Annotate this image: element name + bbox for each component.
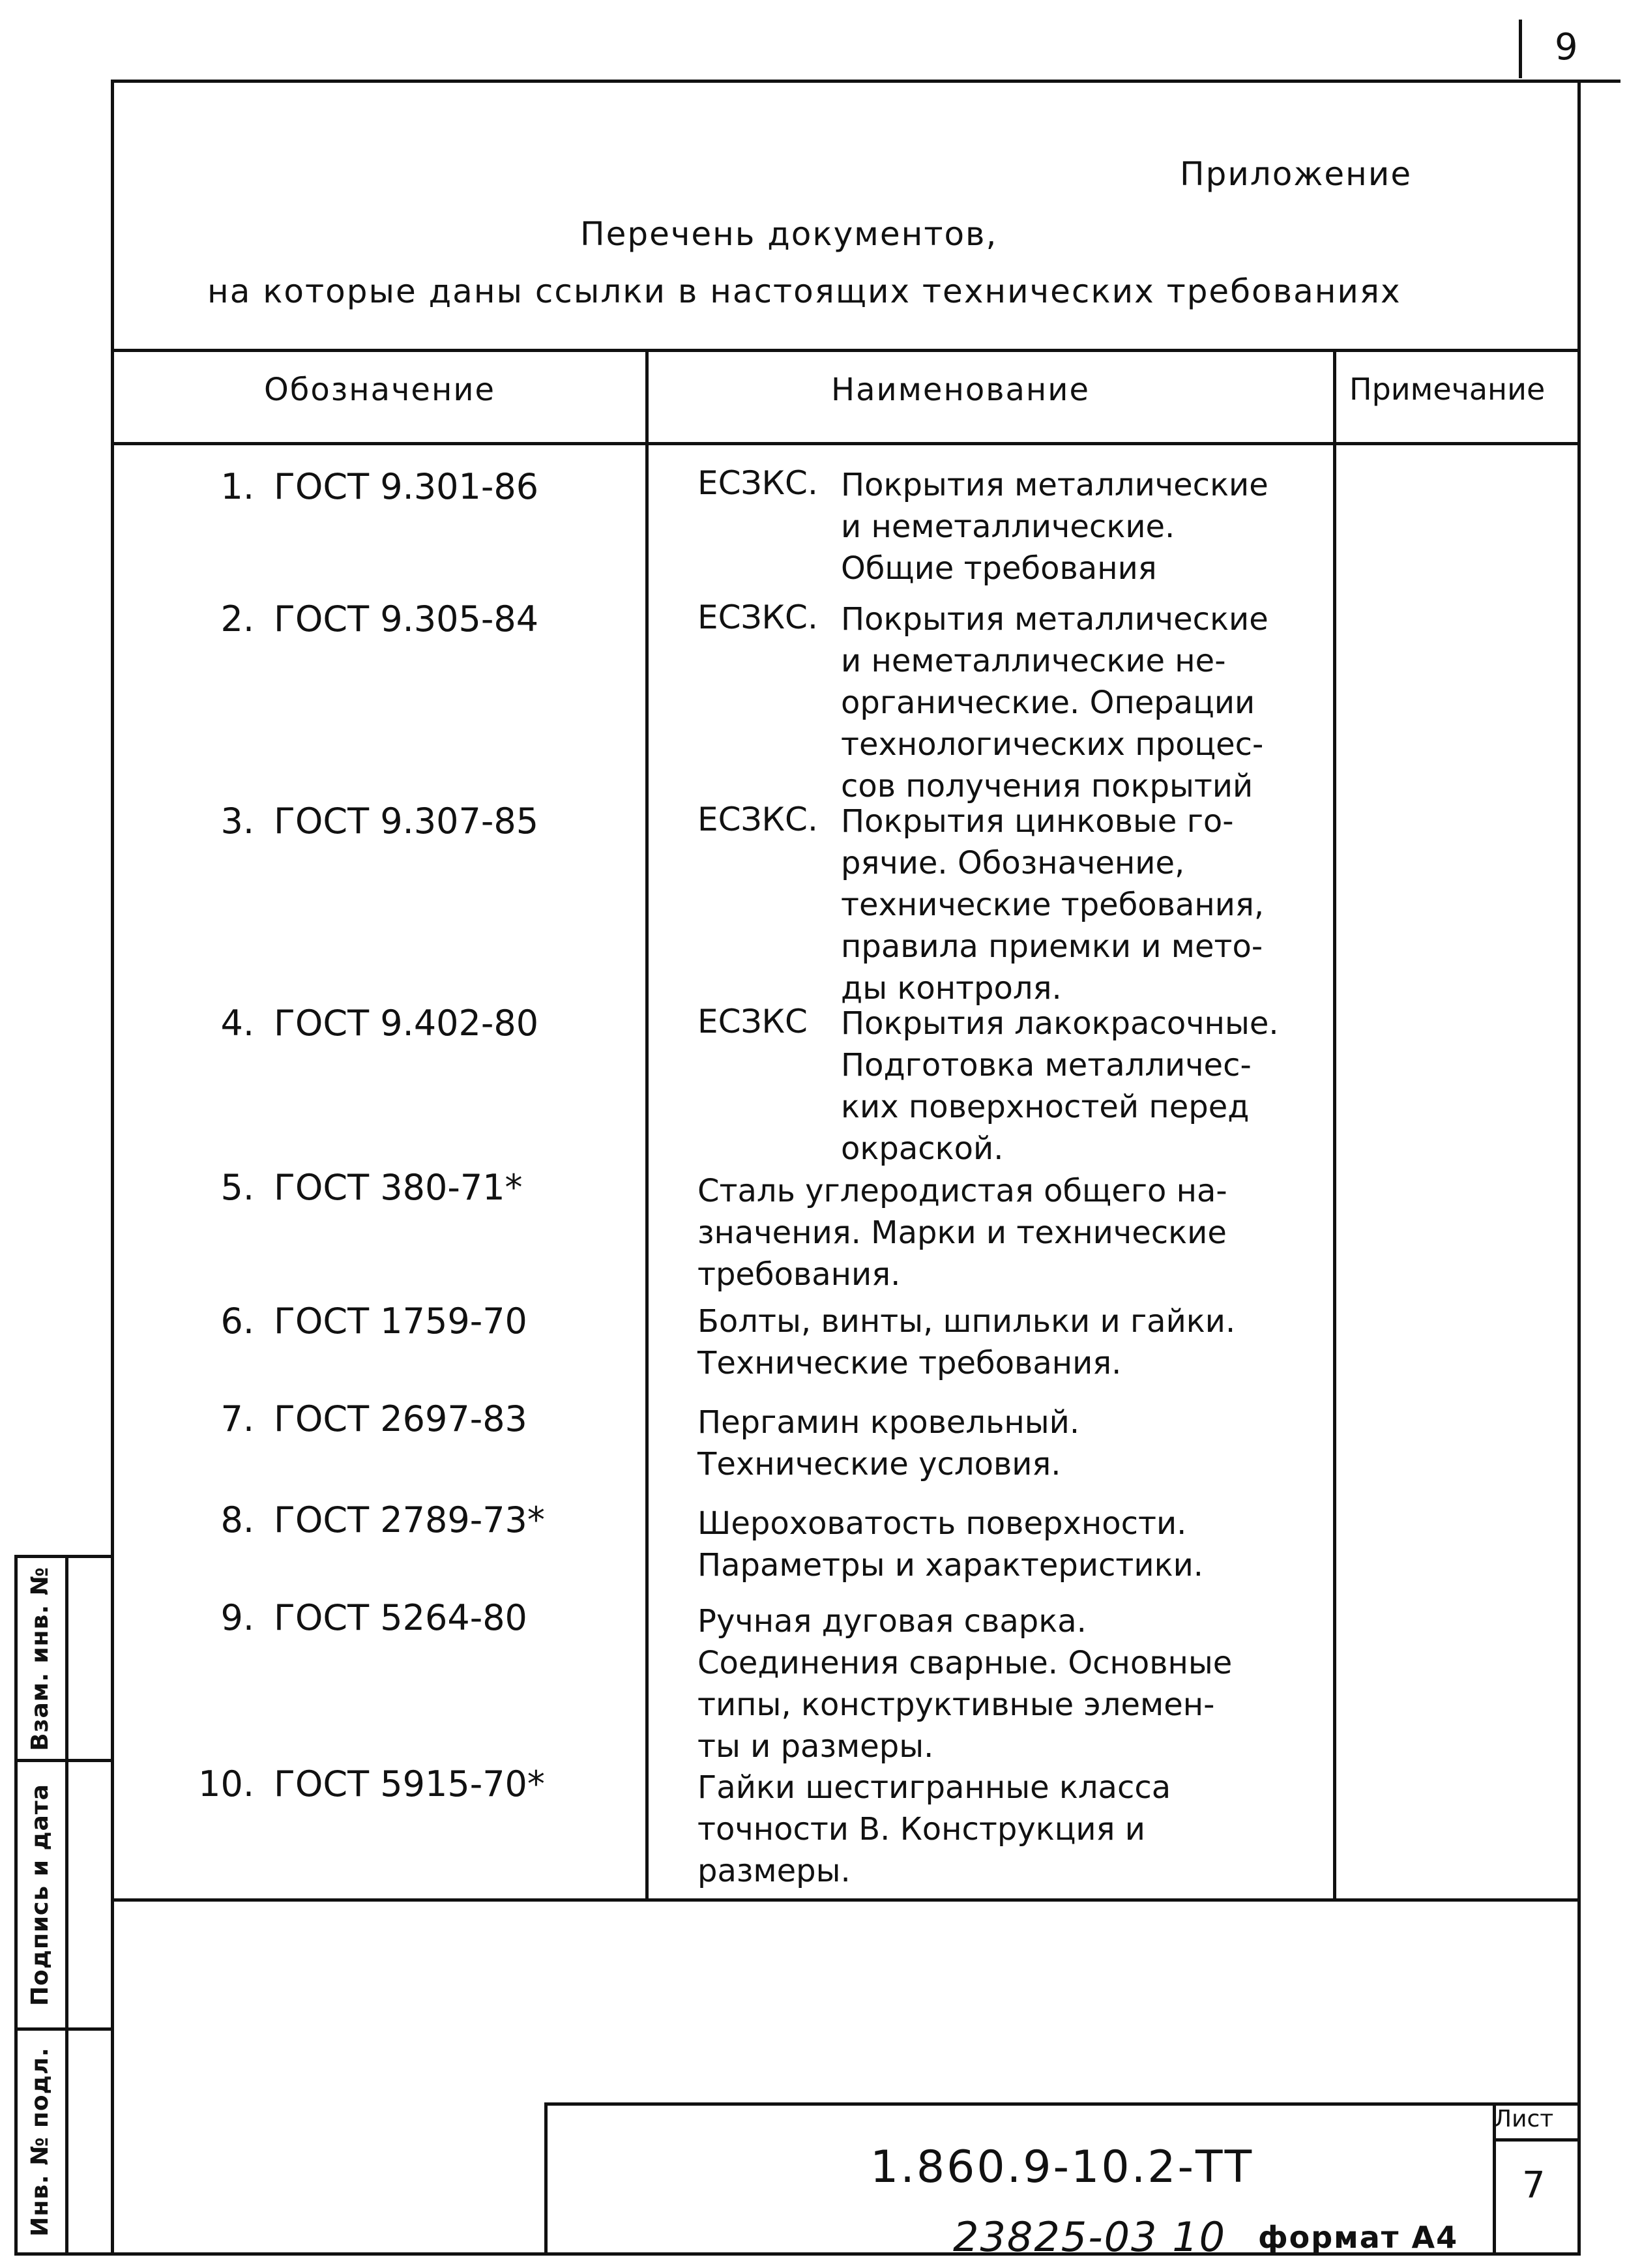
row-8-number: 8.: [220, 1499, 254, 1540]
row-7-number: 7.: [220, 1398, 254, 1439]
sheet-label: Лист: [1494, 2106, 1554, 2132]
row-6-code: ГОСТ 1759-70: [274, 1301, 527, 1342]
row-1-name: [841, 464, 1268, 589]
row-2-name-line-3: органические. Операции: [841, 685, 1255, 721]
row-3-name-line-2: рячие. Обозначение,: [841, 845, 1185, 881]
appendix-label: Приложение: [1180, 155, 1413, 193]
row-3-name-line-5: ды контроля.: [841, 970, 1062, 1007]
row-3-name-line-1: Покрытия цинковые го-: [841, 803, 1234, 840]
row-4-code: ГОСТ 9.402-80: [274, 1003, 539, 1044]
page-title-line2: на которые даны ссылки в настоящих технических требованиях: [207, 272, 1401, 310]
page-title-line1: Перечень документов,: [580, 215, 998, 253]
row-2-name-line-2: и неметаллические не-: [841, 643, 1226, 679]
footer-handwritten-number: 23825-03 10: [953, 2213, 1227, 2261]
row-6-name-line-2: Технические требования.: [697, 1345, 1122, 1381]
row-3-prefix: ЕСЗКС.: [697, 801, 818, 838]
row-5-name-line-3: требования.: [697, 1256, 901, 1293]
footer-format: формат А4: [1258, 2220, 1459, 2255]
row-2-name-line-5: сов получения покрытий: [841, 768, 1253, 804]
row-10-code: ГОСТ 5915-70*: [274, 1763, 545, 1804]
row-10-name-line-3: размеры.: [697, 1853, 851, 1889]
col-header-designation: Обозначение: [264, 372, 496, 408]
row-3-number: 3.: [220, 801, 254, 842]
row-8-code: ГОСТ 2789-73*: [274, 1499, 545, 1540]
row-3-name-line-3: технические требования,: [841, 887, 1265, 923]
row-4-name-line-2: Подготовка металличес-: [841, 1047, 1252, 1083]
title-block-top: [544, 2102, 1581, 2106]
row-7-code: ГОСТ 2697-83: [274, 1398, 527, 1439]
row-9-code: ГОСТ 5264-80: [274, 1597, 527, 1638]
row-9-name-line-3: типы, конструктивные элемен-: [697, 1686, 1215, 1723]
stamp-inner-border: [65, 1555, 68, 2256]
stamp-sign-date-label: Подпись и дата: [26, 1784, 53, 2006]
table-top-line: [111, 349, 1581, 352]
row-1-name-line-2: и неметаллические.: [841, 508, 1175, 545]
row-5-number: 5.: [220, 1167, 254, 1208]
row-10-name-line-1: Гайки шестигранные класса: [697, 1769, 1171, 1806]
table-bottom-line: [111, 1898, 1581, 1902]
row-5-code: ГОСТ 380-71*: [274, 1167, 523, 1208]
stamp-inv-podl: [14, 2031, 65, 2252]
sheet-number: 7: [1522, 2164, 1547, 2207]
row-1-name-line-1: Покрытия металлические: [841, 467, 1268, 503]
row-4-prefix: ЕСЗКС: [697, 1003, 808, 1040]
document-code: 1.860.9-10.2-ТТ: [870, 2142, 1254, 2193]
row-4-name-line-3: ких поверхностей перед: [841, 1089, 1250, 1125]
frame-right: [1577, 80, 1581, 2256]
row-9-number: 9.: [220, 1597, 254, 1638]
row-5-name-line-1: Сталь углеродистая общего на-: [697, 1173, 1227, 1209]
page-number: 9: [1555, 26, 1579, 68]
row-4-name-line-4: окраской.: [841, 1130, 1004, 1167]
row-3-name: [841, 801, 1264, 1009]
row-1-name-line-3: Общие требования: [841, 550, 1157, 587]
stamp-sign-date: [14, 1762, 65, 2027]
row-9-name-line-1: Ручная дуговая сварка.: [697, 1603, 1087, 1640]
row-4-number: 4.: [220, 1003, 254, 1044]
row-10-number: 10.: [198, 1763, 254, 1804]
page-number-bar: [1519, 20, 1522, 78]
col-header-name: Наименование: [831, 372, 1091, 408]
row-9-name-line-4: ты и размеры.: [697, 1728, 934, 1765]
row-7-name-line-2: Технические условия.: [697, 1446, 1061, 1482]
row-6-number: 6.: [220, 1301, 254, 1342]
row-2-name-line-4: технологических процес-: [841, 726, 1264, 763]
frame-top: [111, 80, 1620, 83]
stamp-inv-vzam: [14, 1558, 65, 1759]
table-header-line: [111, 442, 1581, 445]
row-4-name: [841, 1003, 1279, 1170]
row-2-number: 2.: [220, 598, 254, 640]
row-8-name-line-2: Параметры и характеристики.: [697, 1547, 1204, 1583]
title-block-left: [544, 2102, 548, 2256]
frame-left: [111, 80, 114, 2256]
row-6-name: [697, 1301, 1235, 1384]
row-8-name: [697, 1503, 1203, 1586]
row-6-name-line-1: Болты, винты, шпильки и гайки.: [697, 1303, 1236, 1340]
table-col-divider-1: [645, 349, 649, 1902]
row-3-name-line-4: правила приемки и мето-: [841, 928, 1263, 965]
row-8-name-line-1: Шероховатость поверхности.: [697, 1505, 1187, 1542]
row-2-name: [841, 598, 1268, 807]
row-9-name: [697, 1600, 1232, 1767]
row-1-number: 1.: [220, 466, 254, 507]
row-10-name-line-2: точности В. Конструкция и: [697, 1811, 1145, 1848]
row-9-name-line-2: Соединения сварные. Основные: [697, 1645, 1233, 1681]
table-col-divider-2: [1333, 349, 1336, 1902]
col-header-note: Примечание: [1349, 372, 1546, 407]
row-2-code: ГОСТ 9.305-84: [274, 598, 539, 640]
row-7-name-line-1: Пергамин кровельный.: [697, 1404, 1080, 1441]
row-1-code: ГОСТ 9.301-86: [274, 466, 539, 507]
row-5-name-line-2: значения. Марки и технические: [697, 1215, 1227, 1251]
stamp-inv-podl-label: Инв. № подл.: [26, 2046, 53, 2237]
title-block-sheet-line: [1493, 2138, 1581, 2142]
row-4-name-line-1: Покрытия лакокрасочные.: [841, 1005, 1279, 1042]
row-1-prefix: ЕСЗКС.: [697, 464, 818, 502]
row-7-name: [697, 1402, 1079, 1485]
row-5-name: [697, 1170, 1227, 1295]
row-2-name-line-1: Покрытия металлические: [841, 601, 1268, 638]
row-10-name: [697, 1767, 1171, 1892]
stamp-inv-vzam-label: Взам. инв. №: [26, 1566, 53, 1751]
row-2-prefix: ЕСЗКС.: [697, 598, 818, 636]
row-3-code: ГОСТ 9.307-85: [274, 801, 539, 842]
